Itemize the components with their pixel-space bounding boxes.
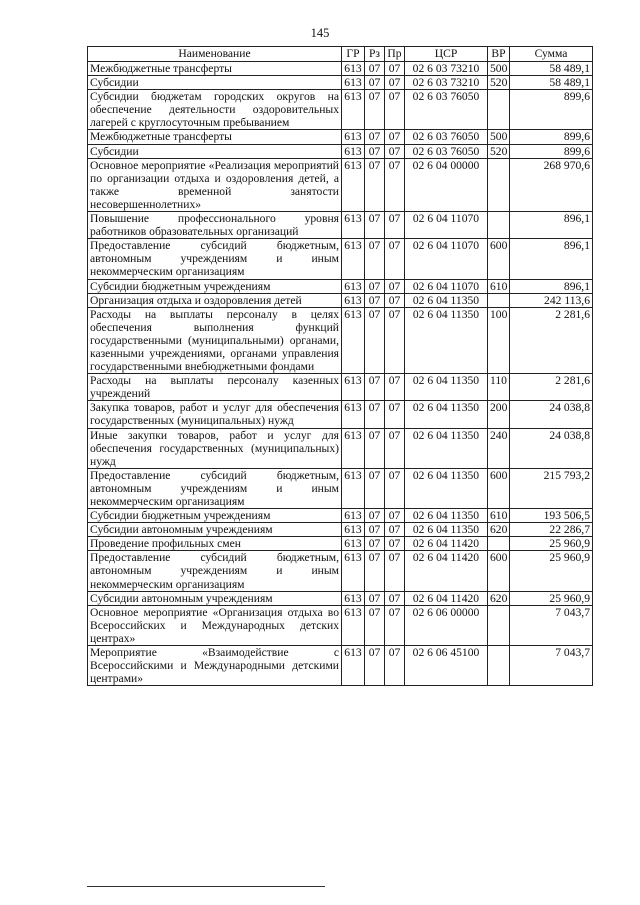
cell-csr: 02 6 06 45100 [405,646,488,686]
cell-sum: 7 043,7 [510,646,593,686]
cell-pr: 07 [385,158,405,211]
cell-name: Межбюджетные трансферты [88,130,342,144]
table-row [88,374,593,401]
cell-pr: 07 [385,212,405,239]
cell-rz: 07 [365,279,385,293]
cell-rz: 07 [365,591,385,605]
cell-gr: 613 [342,158,365,211]
cell-sum: 25 960,9 [510,591,593,605]
cell-gr: 613 [342,293,365,307]
cell-pr: 07 [385,130,405,144]
budget-table [87,46,593,686]
cell-pr: 07 [385,401,405,428]
cell-pr: 07 [385,537,405,551]
table-row [88,428,593,468]
cell-vr [488,537,510,551]
cell-name: Основное мероприятие «Организация отдыха во Всероссийских и Международных детских центрах» [88,605,342,645]
cell-vr [488,293,510,307]
cell-pr: 07 [385,279,405,293]
cell-pr: 07 [385,646,405,686]
cell-vr: 500 [488,130,510,144]
cell-name: Субсидии [88,76,342,90]
cell-gr: 613 [342,401,365,428]
cell-csr: 02 6 04 11350 [405,401,488,428]
table-row [88,591,593,605]
cell-csr: 02 6 04 11350 [405,307,488,373]
cell-vr: 610 [488,509,510,523]
cell-csr: 02 6 03 76050 [405,130,488,144]
cell-sum: 24 038,8 [510,401,593,428]
table-row [88,279,593,293]
cell-pr: 07 [385,76,405,90]
table-row [88,144,593,158]
cell-gr: 613 [342,307,365,373]
cell-sum: 268 970,6 [510,158,593,211]
table-header-row [88,47,593,62]
cell-gr: 613 [342,374,365,401]
cell-pr: 07 [385,509,405,523]
cell-gr: 613 [342,537,365,551]
cell-rz: 07 [365,307,385,373]
cell-gr: 613 [342,468,365,508]
cell-gr: 613 [342,646,365,686]
cell-name: Предоставление субсидий бюджетным, автономным учреждениям и иным некоммерческим организациям [88,239,342,279]
cell-vr: 610 [488,279,510,293]
cell-pr: 07 [385,551,405,591]
cell-csr: 02 6 03 76050 [405,144,488,158]
cell-gr: 613 [342,279,365,293]
column-header-csr: ЦСР [405,47,488,62]
cell-rz: 07 [365,130,385,144]
cell-gr: 613 [342,90,365,130]
cell-sum: 58 489,1 [510,62,593,76]
cell-sum: 25 960,9 [510,551,593,591]
cell-sum: 25 960,9 [510,537,593,551]
table-row [88,523,593,537]
cell-csr: 02 6 04 11350 [405,374,488,401]
cell-rz: 07 [365,605,385,645]
cell-rz: 07 [365,646,385,686]
table-row [88,212,593,239]
cell-csr: 02 6 04 11070 [405,239,488,279]
cell-gr: 613 [342,591,365,605]
cell-name: Субсидии [88,144,342,158]
cell-rz: 07 [365,90,385,130]
footer-rule [87,886,325,887]
cell-pr: 07 [385,374,405,401]
cell-gr: 613 [342,239,365,279]
table-body [88,62,593,686]
cell-pr: 07 [385,605,405,645]
cell-name: Мероприятие «Взаимодействие с Всероссийскими и Международными детскими центрами» [88,646,342,686]
cell-gr: 613 [342,551,365,591]
cell-csr: 02 6 03 76050 [405,90,488,130]
cell-vr: 500 [488,62,510,76]
cell-vr [488,158,510,211]
page-number: 145 [310,26,330,40]
cell-sum: 896,1 [510,212,593,239]
cell-sum: 193 506,5 [510,509,593,523]
cell-pr: 07 [385,591,405,605]
cell-vr [488,605,510,645]
cell-sum: 896,1 [510,279,593,293]
cell-vr [488,212,510,239]
cell-rz: 07 [365,523,385,537]
cell-sum: 22 286,7 [510,523,593,537]
cell-name: Расходы на выплаты персоналу в целях обеспечения выполнения функций государственными (муниципальными) органами, казенными учреждениями, органами управления государственными внебюджетными фондами [88,307,342,373]
cell-csr: 02 6 04 11420 [405,591,488,605]
cell-sum: 215 793,2 [510,468,593,508]
table-row [88,62,593,76]
cell-gr: 613 [342,605,365,645]
cell-gr: 613 [342,130,365,144]
table-row [88,130,593,144]
cell-gr: 613 [342,144,365,158]
cell-rz: 07 [365,374,385,401]
table-row [88,76,593,90]
table-row [88,158,593,211]
cell-rz: 07 [365,428,385,468]
cell-csr: 02 6 03 73210 [405,62,488,76]
cell-csr: 02 6 04 11350 [405,523,488,537]
table-row [88,537,593,551]
cell-pr: 07 [385,523,405,537]
cell-csr: 02 6 04 11350 [405,428,488,468]
cell-vr [488,646,510,686]
cell-rz: 07 [365,537,385,551]
table-row [88,401,593,428]
table-row [88,646,593,686]
cell-name: Организация отдыха и оздоровления детей [88,293,342,307]
cell-pr: 07 [385,428,405,468]
cell-name: Повышение профессионального уровня работников образовательных организаций [88,212,342,239]
cell-vr: 620 [488,591,510,605]
cell-name: Предоставление субсидий бюджетным, автономным учреждениям и иным некоммерческим организациям [88,468,342,508]
cell-vr: 110 [488,374,510,401]
cell-name: Расходы на выплаты персоналу казенных учреждений [88,374,342,401]
cell-vr: 520 [488,144,510,158]
cell-csr: 02 6 04 11350 [405,509,488,523]
cell-gr: 613 [342,76,365,90]
table-row [88,509,593,523]
cell-rz: 07 [365,239,385,279]
cell-name: Субсидии автономным учреждениям [88,523,342,537]
column-header-vr: ВР [488,47,510,62]
cell-sum: 899,6 [510,130,593,144]
cell-vr: 200 [488,401,510,428]
cell-rz: 07 [365,401,385,428]
cell-name: Субсидии бюджетным учреждениям [88,279,342,293]
cell-vr: 100 [488,307,510,373]
table-row [88,293,593,307]
cell-rz: 07 [365,158,385,211]
cell-rz: 07 [365,62,385,76]
cell-csr: 02 6 04 11350 [405,293,488,307]
cell-csr: 02 6 04 11420 [405,537,488,551]
cell-sum: 7 043,7 [510,605,593,645]
cell-vr: 600 [488,239,510,279]
cell-sum: 896,1 [510,239,593,279]
cell-csr: 02 6 04 11070 [405,212,488,239]
column-header-name: Наименование [88,47,342,62]
cell-name: Иные закупки товаров, работ и услуг для обеспечения государственных (муниципальных) нужд [88,428,342,468]
cell-name: Основное мероприятие «Реализация мероприятий по организации отдыха и оздоровления детей, а также временной занятости несовершеннолетних» [88,158,342,211]
cell-name: Субсидии бюджетам городских округов на обеспечение деятельности оздоровительных лагерей с круглосуточным пребыванием [88,90,342,130]
table-row [88,239,593,279]
table-row [88,468,593,508]
table-row [88,605,593,645]
cell-sum: 24 038,8 [510,428,593,468]
cell-name: Закупка товаров, работ и услуг для обеспечения государственных (муниципальных) нужд [88,401,342,428]
column-header-gr: ГР [342,47,365,62]
cell-sum: 242 113,6 [510,293,593,307]
cell-name: Предоставление субсидий бюджетным, автономным учреждениям и иным некоммерческим организациям [88,551,342,591]
table-row [88,90,593,130]
cell-gr: 613 [342,509,365,523]
cell-pr: 07 [385,307,405,373]
cell-name: Субсидии автономным учреждениям [88,591,342,605]
cell-csr: 02 6 03 73210 [405,76,488,90]
cell-vr: 520 [488,76,510,90]
cell-gr: 613 [342,523,365,537]
cell-rz: 07 [365,293,385,307]
cell-rz: 07 [365,509,385,523]
cell-csr: 02 6 04 00000 [405,158,488,211]
column-header-sum: Сумма [510,47,593,62]
cell-rz: 07 [365,76,385,90]
cell-csr: 02 6 06 00000 [405,605,488,645]
cell-gr: 613 [342,212,365,239]
cell-csr: 02 6 04 11070 [405,279,488,293]
cell-sum: 2 281,6 [510,374,593,401]
cell-sum: 58 489,1 [510,76,593,90]
cell-rz: 07 [365,212,385,239]
table-row [88,307,593,373]
cell-vr: 600 [488,551,510,591]
cell-vr: 620 [488,523,510,537]
cell-pr: 07 [385,468,405,508]
cell-pr: 07 [385,62,405,76]
column-header-pr: Пр [385,47,405,62]
table-row [88,551,593,591]
cell-vr: 600 [488,468,510,508]
cell-name: Субсидии бюджетным учреждениям [88,509,342,523]
cell-csr: 02 6 04 11350 [405,468,488,508]
cell-pr: 07 [385,144,405,158]
cell-name: Проведение профильных смен [88,537,342,551]
cell-sum: 899,6 [510,90,593,130]
cell-sum: 2 281,6 [510,307,593,373]
cell-gr: 613 [342,62,365,76]
cell-vr: 240 [488,428,510,468]
cell-rz: 07 [365,468,385,508]
cell-pr: 07 [385,90,405,130]
cell-sum: 899,6 [510,144,593,158]
cell-pr: 07 [385,239,405,279]
cell-rz: 07 [365,551,385,591]
column-header-rz: Рз [365,47,385,62]
cell-gr: 613 [342,428,365,468]
cell-pr: 07 [385,293,405,307]
cell-vr [488,90,510,130]
cell-csr: 02 6 04 11420 [405,551,488,591]
cell-name: Межбюджетные трансферты [88,62,342,76]
cell-rz: 07 [365,144,385,158]
